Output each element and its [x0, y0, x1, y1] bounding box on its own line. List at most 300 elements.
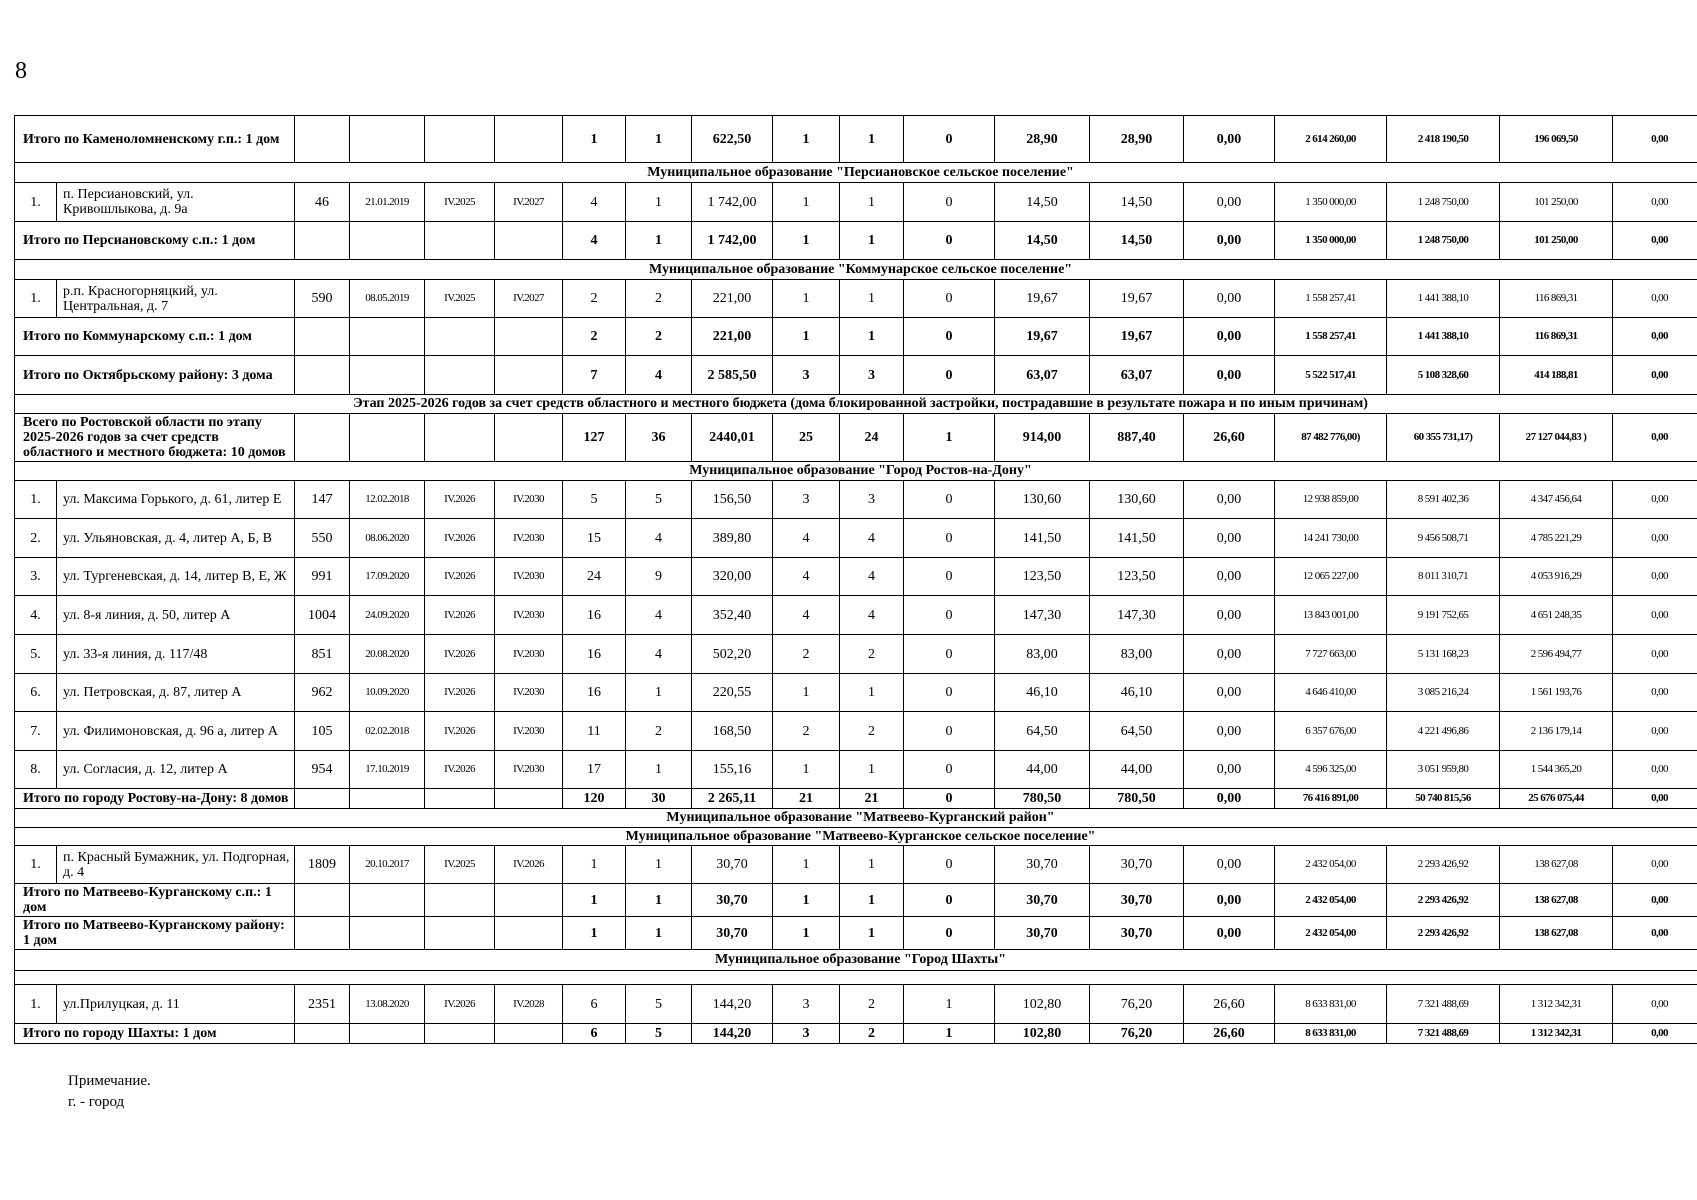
- table-row: [15, 519, 1697, 558]
- value-cell: 44,00: [1090, 751, 1184, 789]
- value-cell: 4: [773, 558, 840, 596]
- date-cell: 20.10.2017: [350, 846, 425, 884]
- table-row: [15, 751, 1697, 789]
- row-number: 4.: [15, 596, 57, 635]
- date-cell: 08.06.2020: [350, 519, 425, 558]
- empty-cell: [495, 116, 563, 163]
- value-cell: 130,60: [1090, 481, 1184, 519]
- address-cell: р.п. Красногорняцкий, ул. Центральная, д. 7: [57, 280, 295, 318]
- empty-cell: [350, 116, 425, 163]
- value-cell: 1: [563, 884, 626, 917]
- value-cell: 1: [840, 674, 904, 712]
- value-cell: 2: [563, 318, 626, 356]
- row-number: 7.: [15, 712, 57, 751]
- value-cell: 12 938 859,00: [1275, 481, 1387, 519]
- row-number: 1.: [15, 985, 57, 1024]
- value-cell: 4: [840, 558, 904, 596]
- value-cell: 16: [563, 674, 626, 712]
- value-cell: 1 561 193,76: [1500, 674, 1613, 712]
- value-cell: 780,50: [1090, 789, 1184, 809]
- value-cell: 0,00: [1613, 280, 1697, 318]
- empty-cell: [495, 318, 563, 356]
- row-number: 2.: [15, 519, 57, 558]
- empty-cell: [350, 1024, 425, 1044]
- end-quarter-cell: IV.2026: [495, 846, 563, 884]
- empty-cell: [425, 356, 495, 395]
- empty-cell: [350, 414, 425, 462]
- value-cell: 102,80: [995, 1024, 1090, 1044]
- value-cell: 0,00: [1613, 558, 1697, 596]
- value-cell: 19,67: [1090, 280, 1184, 318]
- address-cell: ул.Прилуцкая, д. 11: [57, 985, 295, 1024]
- value-cell: 1: [840, 318, 904, 356]
- value-cell: 144,20: [692, 985, 773, 1024]
- value-cell: 64,50: [1090, 712, 1184, 751]
- value-cell: 5: [563, 481, 626, 519]
- value-cell: 1: [626, 884, 692, 917]
- empty-cell: [295, 917, 350, 950]
- row-number: 1.: [15, 183, 57, 222]
- value-cell: 30,70: [692, 884, 773, 917]
- value-cell: 116 869,31: [1500, 280, 1613, 318]
- value-cell: 4: [773, 519, 840, 558]
- empty-cell: [295, 356, 350, 395]
- value-cell: 4: [563, 222, 626, 260]
- start-quarter-cell: IV.2025: [425, 183, 495, 222]
- empty-cell: [350, 789, 425, 809]
- start-quarter-cell: IV.2026: [425, 985, 495, 1024]
- value-cell: 0,00: [1613, 635, 1697, 674]
- total-label: Итого по Каменоломненскому г.п.: 1 дом: [15, 116, 295, 163]
- value-cell: 0,00: [1613, 222, 1697, 260]
- value-cell: 156,50: [692, 481, 773, 519]
- value-cell: 76 416 891,00: [1275, 789, 1387, 809]
- empty-cell: [495, 414, 563, 462]
- value-cell: 1: [773, 846, 840, 884]
- value-cell: 0,00: [1613, 519, 1697, 558]
- value-cell: 46,10: [1090, 674, 1184, 712]
- value-cell: 2: [840, 712, 904, 751]
- value-cell: 220,55: [692, 674, 773, 712]
- end-quarter-cell: IV.2030: [495, 674, 563, 712]
- total-row: [15, 318, 1697, 356]
- value-cell: 1 441 388,10: [1387, 280, 1500, 318]
- value-cell: 1: [840, 222, 904, 260]
- value-cell: 0,00: [1184, 280, 1275, 318]
- doc-number-cell: 954: [295, 751, 350, 789]
- empty-cell: [425, 414, 495, 462]
- value-cell: 2 293 426,92: [1387, 846, 1500, 884]
- empty-cell: [295, 222, 350, 260]
- doc-number-cell: 105: [295, 712, 350, 751]
- section-title: Муниципальное образование "Персиановское сельское поселение": [15, 163, 1697, 183]
- empty-cell: [495, 222, 563, 260]
- row-number: 6.: [15, 674, 57, 712]
- total-row: [15, 789, 1697, 809]
- value-cell: 221,00: [692, 318, 773, 356]
- value-cell: 0,00: [1184, 481, 1275, 519]
- section-header-row: [15, 260, 1697, 280]
- note-line: г. - город: [68, 1094, 125, 1110]
- address-cell: ул. 33-я линия, д. 117/48: [57, 635, 295, 674]
- value-cell: 1 350 000,00: [1275, 222, 1387, 260]
- address-cell: п. Персиановский, ул. Кривошлыкова, д. 9а: [57, 183, 295, 222]
- value-cell: 15: [563, 519, 626, 558]
- value-cell: 0,00: [1613, 356, 1697, 395]
- value-cell: 1 441 388,10: [1387, 318, 1500, 356]
- value-cell: 1: [626, 116, 692, 163]
- value-cell: 30: [626, 789, 692, 809]
- value-cell: 0: [904, 674, 995, 712]
- start-quarter-cell: IV.2026: [425, 519, 495, 558]
- value-cell: 28,90: [995, 116, 1090, 163]
- value-cell: 1: [904, 985, 995, 1024]
- value-cell: 2440,01: [692, 414, 773, 462]
- table-row: [15, 985, 1697, 1024]
- value-cell: 138 627,08: [1500, 884, 1613, 917]
- value-cell: 4: [626, 635, 692, 674]
- value-cell: 0,00: [1613, 318, 1697, 356]
- housing-program-table: [14, 115, 1697, 1044]
- address-cell: ул. Филимоновская, д. 96 а, литер А: [57, 712, 295, 751]
- empty-cell: [350, 318, 425, 356]
- value-cell: 8 591 402,36: [1387, 481, 1500, 519]
- value-cell: 13 843 001,00: [1275, 596, 1387, 635]
- total-row: [15, 917, 1697, 950]
- doc-number-cell: 2351: [295, 985, 350, 1024]
- value-cell: 120: [563, 789, 626, 809]
- total-row: [15, 356, 1697, 395]
- empty-cell: [495, 789, 563, 809]
- value-cell: 30,70: [1090, 884, 1184, 917]
- value-cell: 60 355 731,17): [1387, 414, 1500, 462]
- value-cell: 144,20: [692, 1024, 773, 1044]
- value-cell: 0: [904, 712, 995, 751]
- value-cell: 0: [904, 222, 995, 260]
- spacer-cell: [15, 971, 1697, 985]
- value-cell: 0,00: [1613, 712, 1697, 751]
- doc-number-cell: 991: [295, 558, 350, 596]
- empty-cell: [295, 789, 350, 809]
- empty-cell: [295, 1024, 350, 1044]
- value-cell: 0: [904, 635, 995, 674]
- value-cell: 1: [626, 222, 692, 260]
- value-cell: 0,00: [1613, 884, 1697, 917]
- doc-number-cell: 851: [295, 635, 350, 674]
- value-cell: 1 350 000,00: [1275, 183, 1387, 222]
- value-cell: 26,60: [1184, 1024, 1275, 1044]
- value-cell: 1 312 342,31: [1500, 1024, 1613, 1044]
- end-quarter-cell: IV.2030: [495, 596, 563, 635]
- value-cell: 127: [563, 414, 626, 462]
- value-cell: 5 131 168,23: [1387, 635, 1500, 674]
- value-cell: 1: [904, 1024, 995, 1044]
- value-cell: 3: [840, 481, 904, 519]
- empty-cell: [295, 884, 350, 917]
- value-cell: 1: [840, 917, 904, 950]
- end-quarter-cell: IV.2028: [495, 985, 563, 1024]
- value-cell: 4 053 916,29: [1500, 558, 1613, 596]
- empty-cell: [425, 917, 495, 950]
- empty-cell: [295, 116, 350, 163]
- value-cell: 7 321 488,69: [1387, 1024, 1500, 1044]
- value-cell: 36: [626, 414, 692, 462]
- value-cell: 1: [626, 183, 692, 222]
- value-cell: 1: [626, 846, 692, 884]
- value-cell: 0: [904, 884, 995, 917]
- value-cell: 0: [904, 596, 995, 635]
- doc-number-cell: 962: [295, 674, 350, 712]
- value-cell: 11: [563, 712, 626, 751]
- value-cell: 0,00: [1184, 222, 1275, 260]
- address-cell: ул. Тургеневская, д. 14, литер В, Е, Ж: [57, 558, 295, 596]
- value-cell: 1: [773, 674, 840, 712]
- total-label: Итого по Матвеево-Курганскому с.п.: 1 дом: [15, 884, 295, 917]
- value-cell: 0,00: [1184, 917, 1275, 950]
- value-cell: 4 651 248,35: [1500, 596, 1613, 635]
- empty-cell: [350, 917, 425, 950]
- value-cell: 0,00: [1613, 183, 1697, 222]
- address-cell: ул. 8-я линия, д. 50, литер А: [57, 596, 295, 635]
- value-cell: 102,80: [995, 985, 1090, 1024]
- section-title: Муниципальное образование "Город Ростов-на-Дону": [15, 462, 1697, 481]
- empty-cell: [495, 884, 563, 917]
- footnote: [68, 1071, 151, 1113]
- value-cell: 6 357 676,00: [1275, 712, 1387, 751]
- address-cell: ул. Петровская, д. 87, литер А: [57, 674, 295, 712]
- date-cell: 24.09.2020: [350, 596, 425, 635]
- doc-number-cell: 147: [295, 481, 350, 519]
- value-cell: 2: [626, 280, 692, 318]
- value-cell: 83,00: [1090, 635, 1184, 674]
- value-cell: 6: [563, 985, 626, 1024]
- row-number: 5.: [15, 635, 57, 674]
- empty-cell: [425, 1024, 495, 1044]
- value-cell: 63,07: [1090, 356, 1184, 395]
- value-cell: 4: [840, 519, 904, 558]
- end-quarter-cell: IV.2030: [495, 712, 563, 751]
- value-cell: 1 558 257,41: [1275, 280, 1387, 318]
- value-cell: 101 250,00: [1500, 183, 1613, 222]
- value-cell: 30,70: [995, 917, 1090, 950]
- end-quarter-cell: IV.2030: [495, 751, 563, 789]
- value-cell: 0,00: [1184, 116, 1275, 163]
- value-cell: 3: [840, 356, 904, 395]
- value-cell: 2: [840, 635, 904, 674]
- value-cell: 5: [626, 481, 692, 519]
- value-cell: 2 432 054,00: [1275, 846, 1387, 884]
- table-row: [15, 712, 1697, 751]
- value-cell: 1: [904, 414, 995, 462]
- value-cell: 141,50: [1090, 519, 1184, 558]
- value-cell: 7 321 488,69: [1387, 985, 1500, 1024]
- value-cell: 7: [563, 356, 626, 395]
- value-cell: 155,16: [692, 751, 773, 789]
- table-row: [15, 674, 1697, 712]
- value-cell: 2 293 426,92: [1387, 917, 1500, 950]
- value-cell: 0,00: [1613, 596, 1697, 635]
- value-cell: 19,67: [995, 318, 1090, 356]
- doc-number-cell: 550: [295, 519, 350, 558]
- value-cell: 502,20: [692, 635, 773, 674]
- start-quarter-cell: IV.2026: [425, 481, 495, 519]
- value-cell: 30,70: [995, 884, 1090, 917]
- value-cell: 1: [626, 917, 692, 950]
- value-cell: 0: [904, 116, 995, 163]
- value-cell: 25: [773, 414, 840, 462]
- value-cell: 1 248 750,00: [1387, 183, 1500, 222]
- value-cell: 2 432 054,00: [1275, 884, 1387, 917]
- value-cell: 2 596 494,77: [1500, 635, 1613, 674]
- value-cell: 0,00: [1613, 674, 1697, 712]
- total-row: [15, 116, 1697, 163]
- empty-cell: [425, 789, 495, 809]
- total-label: Всего по Ростовской области по этапу 2025-2026 годов за счет средств областного и местного бюджета: 10 домов: [15, 414, 295, 462]
- value-cell: 30,70: [1090, 917, 1184, 950]
- value-cell: 2 614 260,00: [1275, 116, 1387, 163]
- value-cell: 4 646 410,00: [1275, 674, 1387, 712]
- value-cell: 1: [773, 280, 840, 318]
- section-title: Муниципальное образование "Город Шахты": [15, 950, 1697, 971]
- value-cell: 622,50: [692, 116, 773, 163]
- table-row: [15, 558, 1697, 596]
- value-cell: 4: [626, 356, 692, 395]
- spacer-row: [15, 971, 1697, 985]
- section-header-row: [15, 395, 1697, 414]
- value-cell: 116 869,31: [1500, 318, 1613, 356]
- value-cell: 101 250,00: [1500, 222, 1613, 260]
- empty-cell: [425, 884, 495, 917]
- total-row: [15, 222, 1697, 260]
- value-cell: 147,30: [995, 596, 1090, 635]
- start-quarter-cell: IV.2026: [425, 712, 495, 751]
- address-cell: ул. Максима Горького, д. 61, литер Е: [57, 481, 295, 519]
- value-cell: 8 011 310,71: [1387, 558, 1500, 596]
- empty-cell: [425, 116, 495, 163]
- value-cell: 0,00: [1184, 884, 1275, 917]
- value-cell: 2: [626, 318, 692, 356]
- value-cell: 168,50: [692, 712, 773, 751]
- empty-cell: [425, 222, 495, 260]
- value-cell: 83,00: [995, 635, 1090, 674]
- value-cell: 21: [773, 789, 840, 809]
- value-cell: 0,00: [1184, 558, 1275, 596]
- value-cell: 320,00: [692, 558, 773, 596]
- value-cell: 30,70: [692, 846, 773, 884]
- value-cell: 138 627,08: [1500, 917, 1613, 950]
- section-title: Муниципальное образование "Коммунарское сельское поселение": [15, 260, 1697, 280]
- value-cell: 28,90: [1090, 116, 1184, 163]
- value-cell: 4 785 221,29: [1500, 519, 1613, 558]
- value-cell: 44,00: [995, 751, 1090, 789]
- value-cell: 1 742,00: [692, 183, 773, 222]
- value-cell: 1: [626, 751, 692, 789]
- value-cell: 1: [773, 183, 840, 222]
- value-cell: 2 265,11: [692, 789, 773, 809]
- address-cell: ул. Ульяновская, д. 4, литер А, Б, В: [57, 519, 295, 558]
- empty-cell: [295, 318, 350, 356]
- empty-cell: [495, 1024, 563, 1044]
- value-cell: 4: [773, 596, 840, 635]
- value-cell: 5 108 328,60: [1387, 356, 1500, 395]
- date-cell: 12.02.2018: [350, 481, 425, 519]
- value-cell: 1: [840, 280, 904, 318]
- value-cell: 76,20: [1090, 1024, 1184, 1044]
- value-cell: 0,00: [1184, 318, 1275, 356]
- date-cell: 21.01.2019: [350, 183, 425, 222]
- total-label: Итого по городу Шахты: 1 дом: [15, 1024, 295, 1044]
- section-title: Муниципальное образование "Матвеево-Курганский район": [15, 809, 1697, 828]
- value-cell: 1: [840, 116, 904, 163]
- value-cell: 9: [626, 558, 692, 596]
- value-cell: 46,10: [995, 674, 1090, 712]
- value-cell: 3: [773, 481, 840, 519]
- value-cell: 196 069,50: [1500, 116, 1613, 163]
- value-cell: 19,67: [1090, 318, 1184, 356]
- address-cell: ул. Согласия, д. 12, литер А: [57, 751, 295, 789]
- value-cell: 17: [563, 751, 626, 789]
- value-cell: 1 312 342,31: [1500, 985, 1613, 1024]
- value-cell: 0,00: [1184, 356, 1275, 395]
- value-cell: 1: [563, 846, 626, 884]
- value-cell: 0,00: [1184, 712, 1275, 751]
- row-number: 8.: [15, 751, 57, 789]
- value-cell: 26,60: [1184, 414, 1275, 462]
- value-cell: 4 221 496,86: [1387, 712, 1500, 751]
- value-cell: 123,50: [995, 558, 1090, 596]
- value-cell: 3: [773, 356, 840, 395]
- doc-number-cell: 46: [295, 183, 350, 222]
- empty-cell: [495, 917, 563, 950]
- value-cell: 0,00: [1613, 751, 1697, 789]
- value-cell: 0,00: [1184, 635, 1275, 674]
- value-cell: 0,00: [1613, 789, 1697, 809]
- value-cell: 2 432 054,00: [1275, 917, 1387, 950]
- value-cell: 4 596 325,00: [1275, 751, 1387, 789]
- value-cell: 30,70: [692, 917, 773, 950]
- value-cell: 27 127 044,83 ): [1500, 414, 1613, 462]
- value-cell: 19,67: [995, 280, 1090, 318]
- value-cell: 1: [840, 751, 904, 789]
- end-quarter-cell: IV.2030: [495, 635, 563, 674]
- value-cell: 0,00: [1184, 183, 1275, 222]
- value-cell: 0,00: [1613, 846, 1697, 884]
- value-cell: 914,00: [995, 414, 1090, 462]
- value-cell: 389,80: [692, 519, 773, 558]
- empty-cell: [350, 884, 425, 917]
- value-cell: 0: [904, 751, 995, 789]
- section-header-row: [15, 828, 1697, 846]
- note-title: Примечание.: [68, 1073, 151, 1089]
- value-cell: 8 633 831,00: [1275, 985, 1387, 1024]
- value-cell: 26,60: [1184, 985, 1275, 1024]
- value-cell: 4: [840, 596, 904, 635]
- date-cell: 17.09.2020: [350, 558, 425, 596]
- value-cell: 5: [626, 1024, 692, 1044]
- table-row: [15, 280, 1697, 318]
- section-title: Муниципальное образование "Матвеево-Курганское сельское поселение": [15, 828, 1697, 846]
- total-label: Итого по Персиановскому с.п.: 1 дом: [15, 222, 295, 260]
- value-cell: 0: [904, 481, 995, 519]
- value-cell: 3 051 959,80: [1387, 751, 1500, 789]
- value-cell: 9 456 508,71: [1387, 519, 1500, 558]
- value-cell: 1: [563, 917, 626, 950]
- section-header-row: [15, 809, 1697, 828]
- value-cell: 2 136 179,14: [1500, 712, 1613, 751]
- table-row: [15, 846, 1697, 884]
- value-cell: 30,70: [1090, 846, 1184, 884]
- start-quarter-cell: IV.2026: [425, 596, 495, 635]
